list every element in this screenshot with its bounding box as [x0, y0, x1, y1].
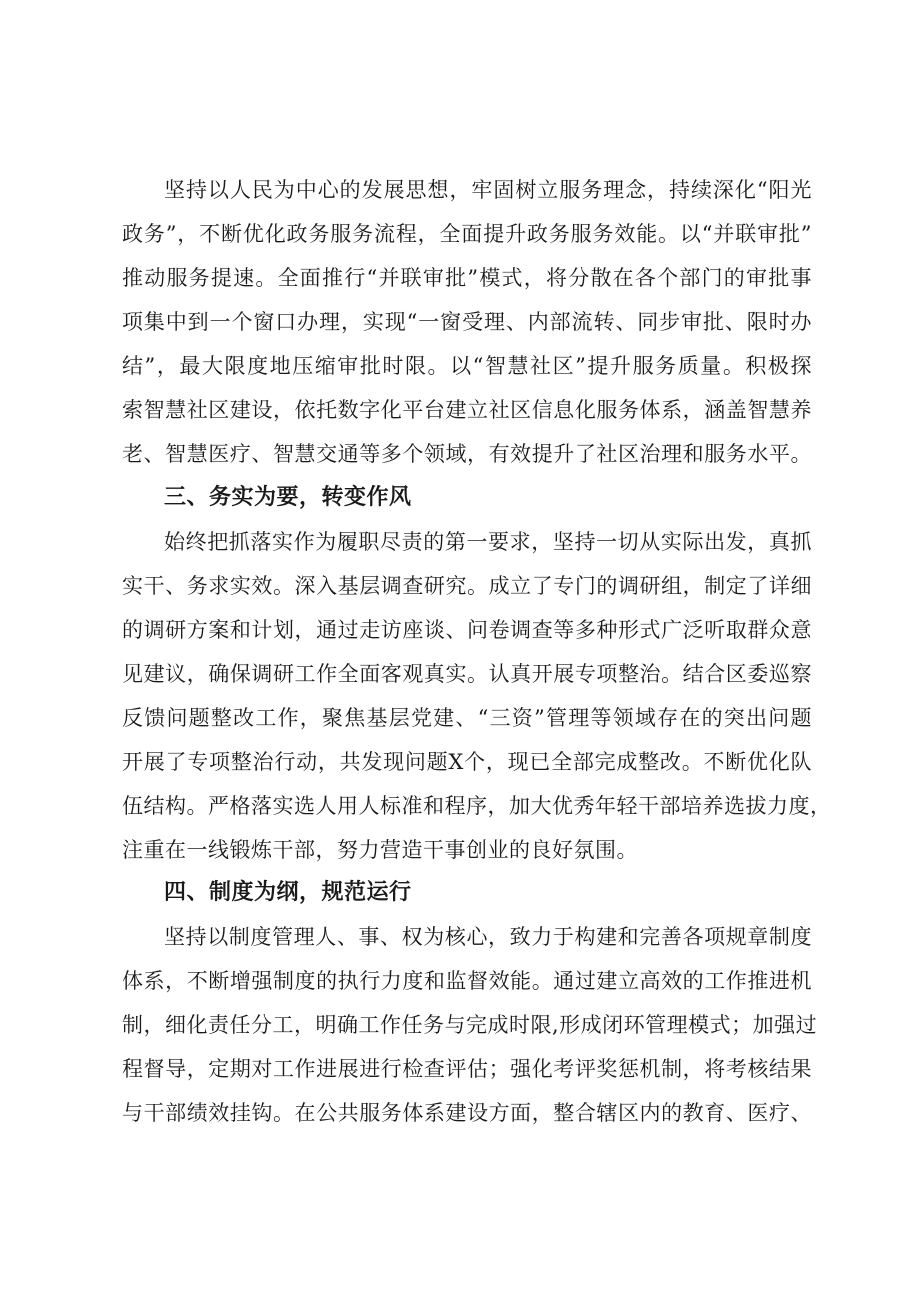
- paragraph-2-line: 见建议，确保调研工作全面客观真实。认真开展专项整治。结合区委巡察: [122, 662, 812, 686]
- paragraph-2-line: 实干、务求实效。深入基层调查研究。成立了专门的调研组，制定了详细: [122, 574, 812, 598]
- paragraph-3-line: 坚持以制度管理人、事、权为核心，致力于构建和完善各项规章制度: [164, 925, 812, 949]
- section-heading-3: 三、务实为要，转变作风: [164, 485, 412, 510]
- paragraph-2-line: 的调研方案和计划，通过走访座谈、问卷调查等多种形式广泛听取群众意: [122, 618, 812, 642]
- section-heading-4: 四、制度为纲，规范运行: [164, 880, 412, 905]
- paragraph-1-line: 政务”，不断优化政务服务流程，全面提升政务服务效能。以“并联审批”: [122, 222, 812, 246]
- paragraph-2-line: 始终把抓落实作为履职尽责的第一要求，坚持一切从实际出发，真抓: [164, 530, 812, 554]
- paragraph-2-line: 反馈问题整改工作，聚焦基层党建、“三资”管理等领域存在的突出问题: [122, 706, 812, 730]
- paragraph-3-line: 制，细化责任分工，明确工作任务与完成时限,形成闭环管理模式；加强过: [122, 1013, 818, 1037]
- paragraph-2-line: 开展了专项整治行动，共发现问题X个，现已全部完成整改。不断优化队: [122, 750, 812, 774]
- paragraph-1-line: 坚持以人民为中心的发展思想，牢固树立服务理念，持续深化“阳光: [164, 178, 812, 202]
- paragraph-3-line: 体系，不断增强制度的执行力度和监督效能。通过建立高效的工作推进机: [122, 969, 812, 993]
- paragraph-1-line: 项集中到一个窗口办理，实现“一窗受理、内部流转、同步审批、限时办: [122, 310, 812, 334]
- paragraph-3-line: 与干部绩效挂钩。在公共服务体系建设方面，整合辖区内的教育、医疗、: [122, 1101, 812, 1125]
- paragraph-1-line: 结”，最大限度地压缩审批时限。以“智慧社区”提升服务质量。积极探: [122, 354, 812, 378]
- paragraph-2-line: 注重在一线锻炼干部，努力营造干事创业的良好氛围。: [122, 838, 638, 862]
- paragraph-3-line: 程督导，定期对工作进展进行检查评估；强化考评奖惩机制，将考核结果: [122, 1057, 812, 1081]
- paragraph-1-line: 推动服务提速。全面推行“并联审批”模式，将分散在各个部门的审批事: [122, 266, 812, 290]
- paragraph-2-line: 伍结构。严格落实选人用人标准和程序，加大优秀年轻干部培养选拔力度，: [122, 794, 832, 818]
- paragraph-1-line: 老、智慧医疗、智慧交通等多个领域，有效提升了社区治理和服务水平。: [122, 442, 812, 466]
- paragraph-1-line: 索智慧社区建设，依托数字化平台建立社区信息化服务体系，涵盖智慧养: [122, 398, 812, 422]
